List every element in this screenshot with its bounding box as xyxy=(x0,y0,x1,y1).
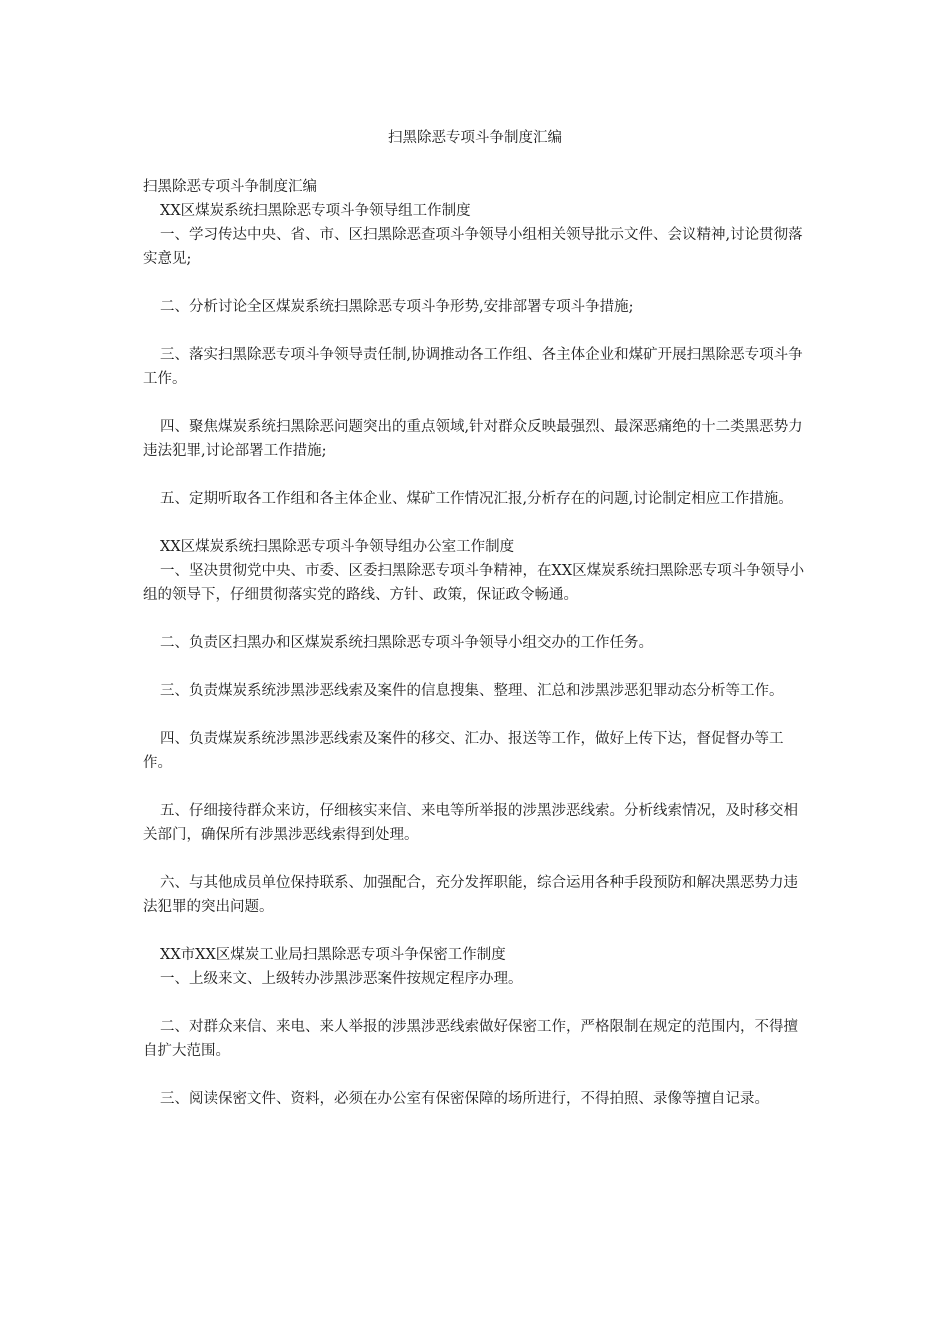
paragraph: 二、负责区扫黑办和区煤炭系统扫黑除恶专项斗争领导小组交办的工作任务。 xyxy=(160,635,653,651)
section-heading-office: XX区煤炭系统扫黑除恶专项斗争领导组办公室工作制度 xyxy=(160,539,515,555)
document-subtitle: 扫黑除恶专项斗争制度汇编 xyxy=(143,179,317,195)
document-title: 扫黑除恶专项斗争制度汇编 xyxy=(388,130,562,146)
paragraph: 三、落实扫黑除恶专项斗争领导责任制,协调推动各工作组、各主体企业和煤矿开展扫黑除恶专项斗争工作。 xyxy=(143,347,803,387)
paragraph: 五、定期听取各工作组和各主体企业、煤矿工作情况汇报,分析存在的问题,讨论制定相应工作措施。 xyxy=(160,491,793,507)
paragraph: 一、坚决贯彻党中央、市委、区委扫黑除恶专项斗争精神，在XX区煤炭系统扫黑除恶专项斗争领导小组的领导下，仔细贯彻落实党的路线、方针、政策，保证政令畅通。 xyxy=(143,563,805,603)
paragraph: 四、聚焦煤炭系统扫黑除恶问题突出的重点领域,针对群众反映最强烈、最深恶痛绝的十二类黑恶势力违法犯罪,讨论部署工作措施; xyxy=(143,419,803,459)
paragraph: 三、阅读保密文件、资料，必须在办公室有保密保障的场所进行，不得拍照、录像等擅自记录。 xyxy=(160,1091,769,1107)
document-body xyxy=(143,175,809,1111)
paragraph: 二、分析讨论全区煤炭系统扫黑除恶专项斗争形势,安排部署专项斗争措施; xyxy=(160,299,634,315)
paragraph: 二、对群众来信、来电、来人举报的涉黑涉恶线索做好保密工作，严格限制在规定的范围内，不得擅自扩大范围。 xyxy=(143,1019,798,1059)
paragraph: 一、上级来文、上级转办涉黑涉恶案件按规定程序办理。 xyxy=(160,971,523,987)
paragraph: 三、负责煤炭系统涉黑涉恶线索及案件的信息搜集、整理、汇总和涉黑涉恶犯罪动态分析等工作。 xyxy=(160,683,784,699)
paragraph: 四、负责煤炭系统涉黑涉恶线索及案件的移交、汇办、报送等工作，做好上传下达，督促督办等工作。 xyxy=(143,731,784,771)
paragraph: 一、学习传达中央、省、市、区扫黑除恶查项斗争领导小组相关领导批示文件、会议精神,讨论贯彻落实意见; xyxy=(143,227,803,267)
section-heading-confidentiality: XX市XX区煤炭工业局扫黑除恶专项斗争保密工作制度 xyxy=(160,947,506,963)
section-heading-leadership-group: XX区煤炭系统扫黑除恶专项斗争领导组工作制度 xyxy=(160,203,471,219)
paragraph: 六、与其他成员单位保持联系、加强配合，充分发挥职能，综合运用各种手段预防和解决黑恶势力违法犯罪的突出问题。 xyxy=(143,875,798,915)
paragraph: 五、仔细接待群众来访，仔细核实来信、来电等所举报的涉黑涉恶线索。分析线索情况，及时移交相关部门，确保所有涉黑涉恶线索得到处理。 xyxy=(143,803,798,843)
